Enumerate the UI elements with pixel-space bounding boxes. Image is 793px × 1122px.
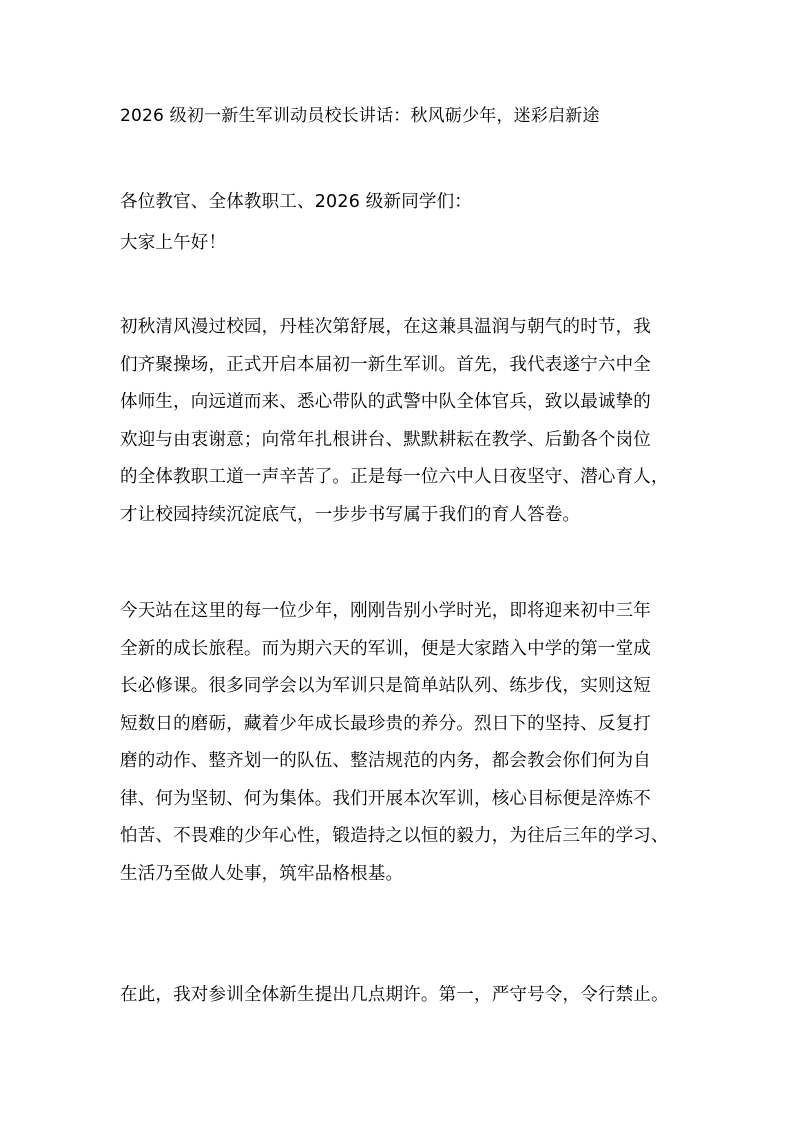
text-line: 生活乃至做人处事，筑牢品格根基。 [120, 863, 404, 884]
text-line: 的全体教职工道一声辛苦了。正是每一位六中人日夜坚守、潜心育人， [120, 467, 669, 487]
paragraph-1 [120, 315, 680, 540]
text-line: 初秋清风漫过校园，丹桂次第舒展，在这兼具温润与朝气的时节，我 [120, 317, 651, 337]
text-line: 体师生，向远道而来、悉心带队的武警中队全体官兵，致以最诚挚的 [120, 392, 651, 412]
text-line: 全新的成长旅程。而为期六天的军训，便是大家踏入中学的第一堂成 [120, 638, 651, 659]
text-line: 在此，我对参训全体新生提出几点期许。第一，严守号令，令行禁止。 [120, 985, 669, 1005]
text-line: 怕苦、不畏难的少年心性，锻造持之以恒的毅力，为往后三年的学习、 [120, 826, 669, 846]
text-line: 长必修课。很多同学会以为军训只是简单站队列、练步伐，实则这短 [120, 676, 651, 696]
text-line: 欢迎与由衷谢意；向常年扎根讲台、默默耕耘在教学、后勤各个岗位 [120, 429, 651, 450]
text-line: 今天站在这里的每一位少年，刚刚告别小学时光，即将迎来初中三年 [120, 601, 651, 621]
text-line: 磨的动作、整齐划一的队伍、整洁规范的内务，都会教会你们何为自 [120, 751, 651, 771]
text-line: 短数日的磨砺，藏着少年成长最珍贵的养分。烈日下的坚持、反复打 [120, 713, 651, 734]
paragraph-2 [120, 599, 680, 899]
document-title: 2026 级初一新生军训动员校长讲话：秋风砺少年，迷彩启新途 [120, 106, 600, 126]
salutation: 各位教官、全体教职工、2026 级新同学们： [120, 192, 472, 212]
text-line: 律、何为坚韧、何为集体。我们开展本次军训，核心目标便是淬炼不 [120, 788, 651, 809]
text-line: 们齐聚操场，正式开启本届初一新生军训。首先，我代表遂宁六中全 [120, 354, 651, 375]
text-line: 才让校园持续沉淀底气，一步步书写属于我们的育人答卷。 [120, 504, 581, 525]
paragraph-3 [120, 983, 680, 1021]
greeting: 大家上午好！ [120, 233, 227, 253]
